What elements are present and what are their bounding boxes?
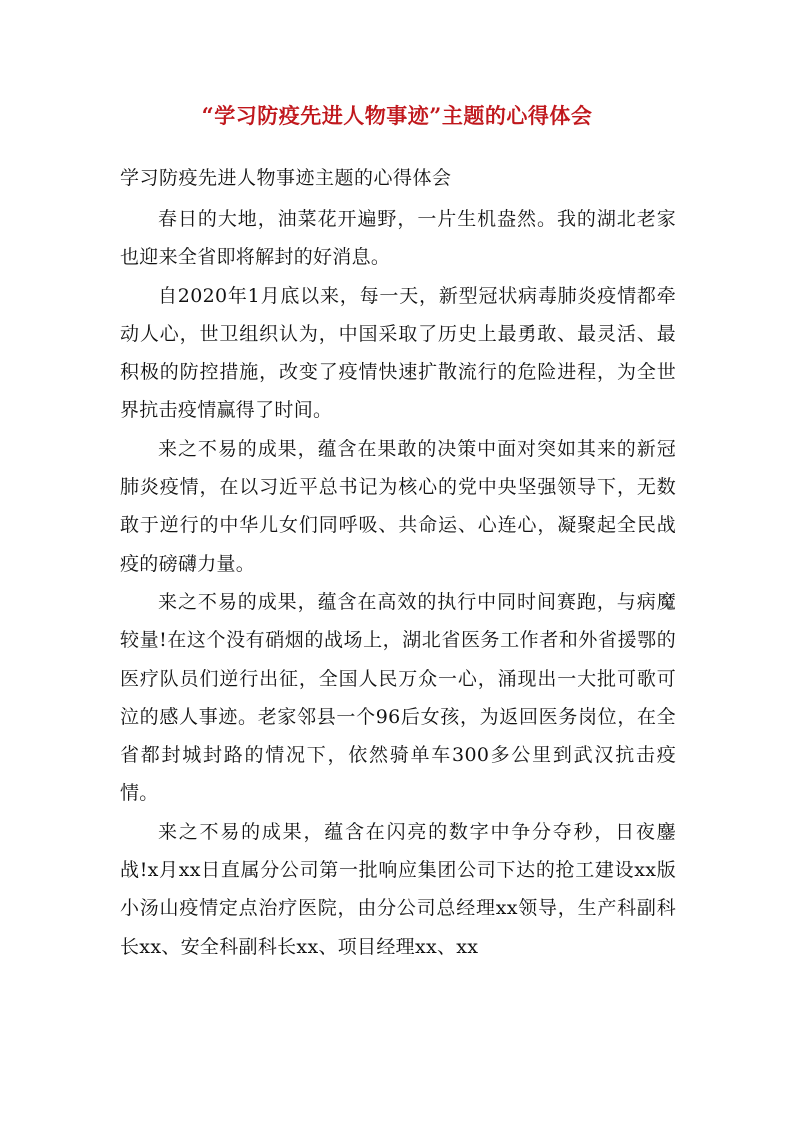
document-subtitle: 学习防疫先进人物事迹主题的心得体会 — [120, 167, 452, 189]
paragraph: 自2020年1月底以来，每一天，新型冠状病毒肺炎疫情都牵动人心，世卫组织认为，中国采取了历史上最勇敢、最灵活、最积极的防控措施，改变了疫情快速扩散流行的危险进程，为全世界抗击疫情赢得了时间。 — [120, 284, 676, 422]
document-title: “学习防疫先进人物事迹”主题的心得体会 — [201, 103, 593, 128]
paragraph: 春日的大地，油菜花开遍野，一片生机盎然。我的湖北老家也迎来全省即将解封的好消息。 — [120, 208, 676, 269]
paragraph: 来之不易的成果，蕴含在闪亮的数字中争分夺秒，日夜鏖战!x月xx日直属分公司第一批响应集团公司下达的抢工建设xx版小汤山疫情定点治疗医院，由分公司总经理xx领导，生产科副科长xx、安全科副科长xx、项目经理xx、xx — [120, 820, 676, 958]
document-body — [120, 200, 676, 966]
paragraph: 来之不易的成果，蕴含在果敢的决策中面对突如其来的新冠肺炎疫情，在以习近平总书记为核心的党中央坚强领导下，无数敢于逆行的中华儿女们同呼吸、共命运、心连心，凝聚起全民战疫的磅礴力量。 — [120, 437, 676, 575]
paragraph: 来之不易的成果，蕴含在高效的执行中同时间赛跑，与病魔较量!在这个没有硝烟的战场上，湖北省医务工作者和外省援鄂的医疗队员们逆行出征，全国人民万众一心，涌现出一大批可歌可泣的感人事迹。老家邻县一个96后女孩，为返回医务岗位，在全省都封城封路的情况下，依然骑单车300多公里到武汉抗击疫情。 — [120, 590, 676, 805]
